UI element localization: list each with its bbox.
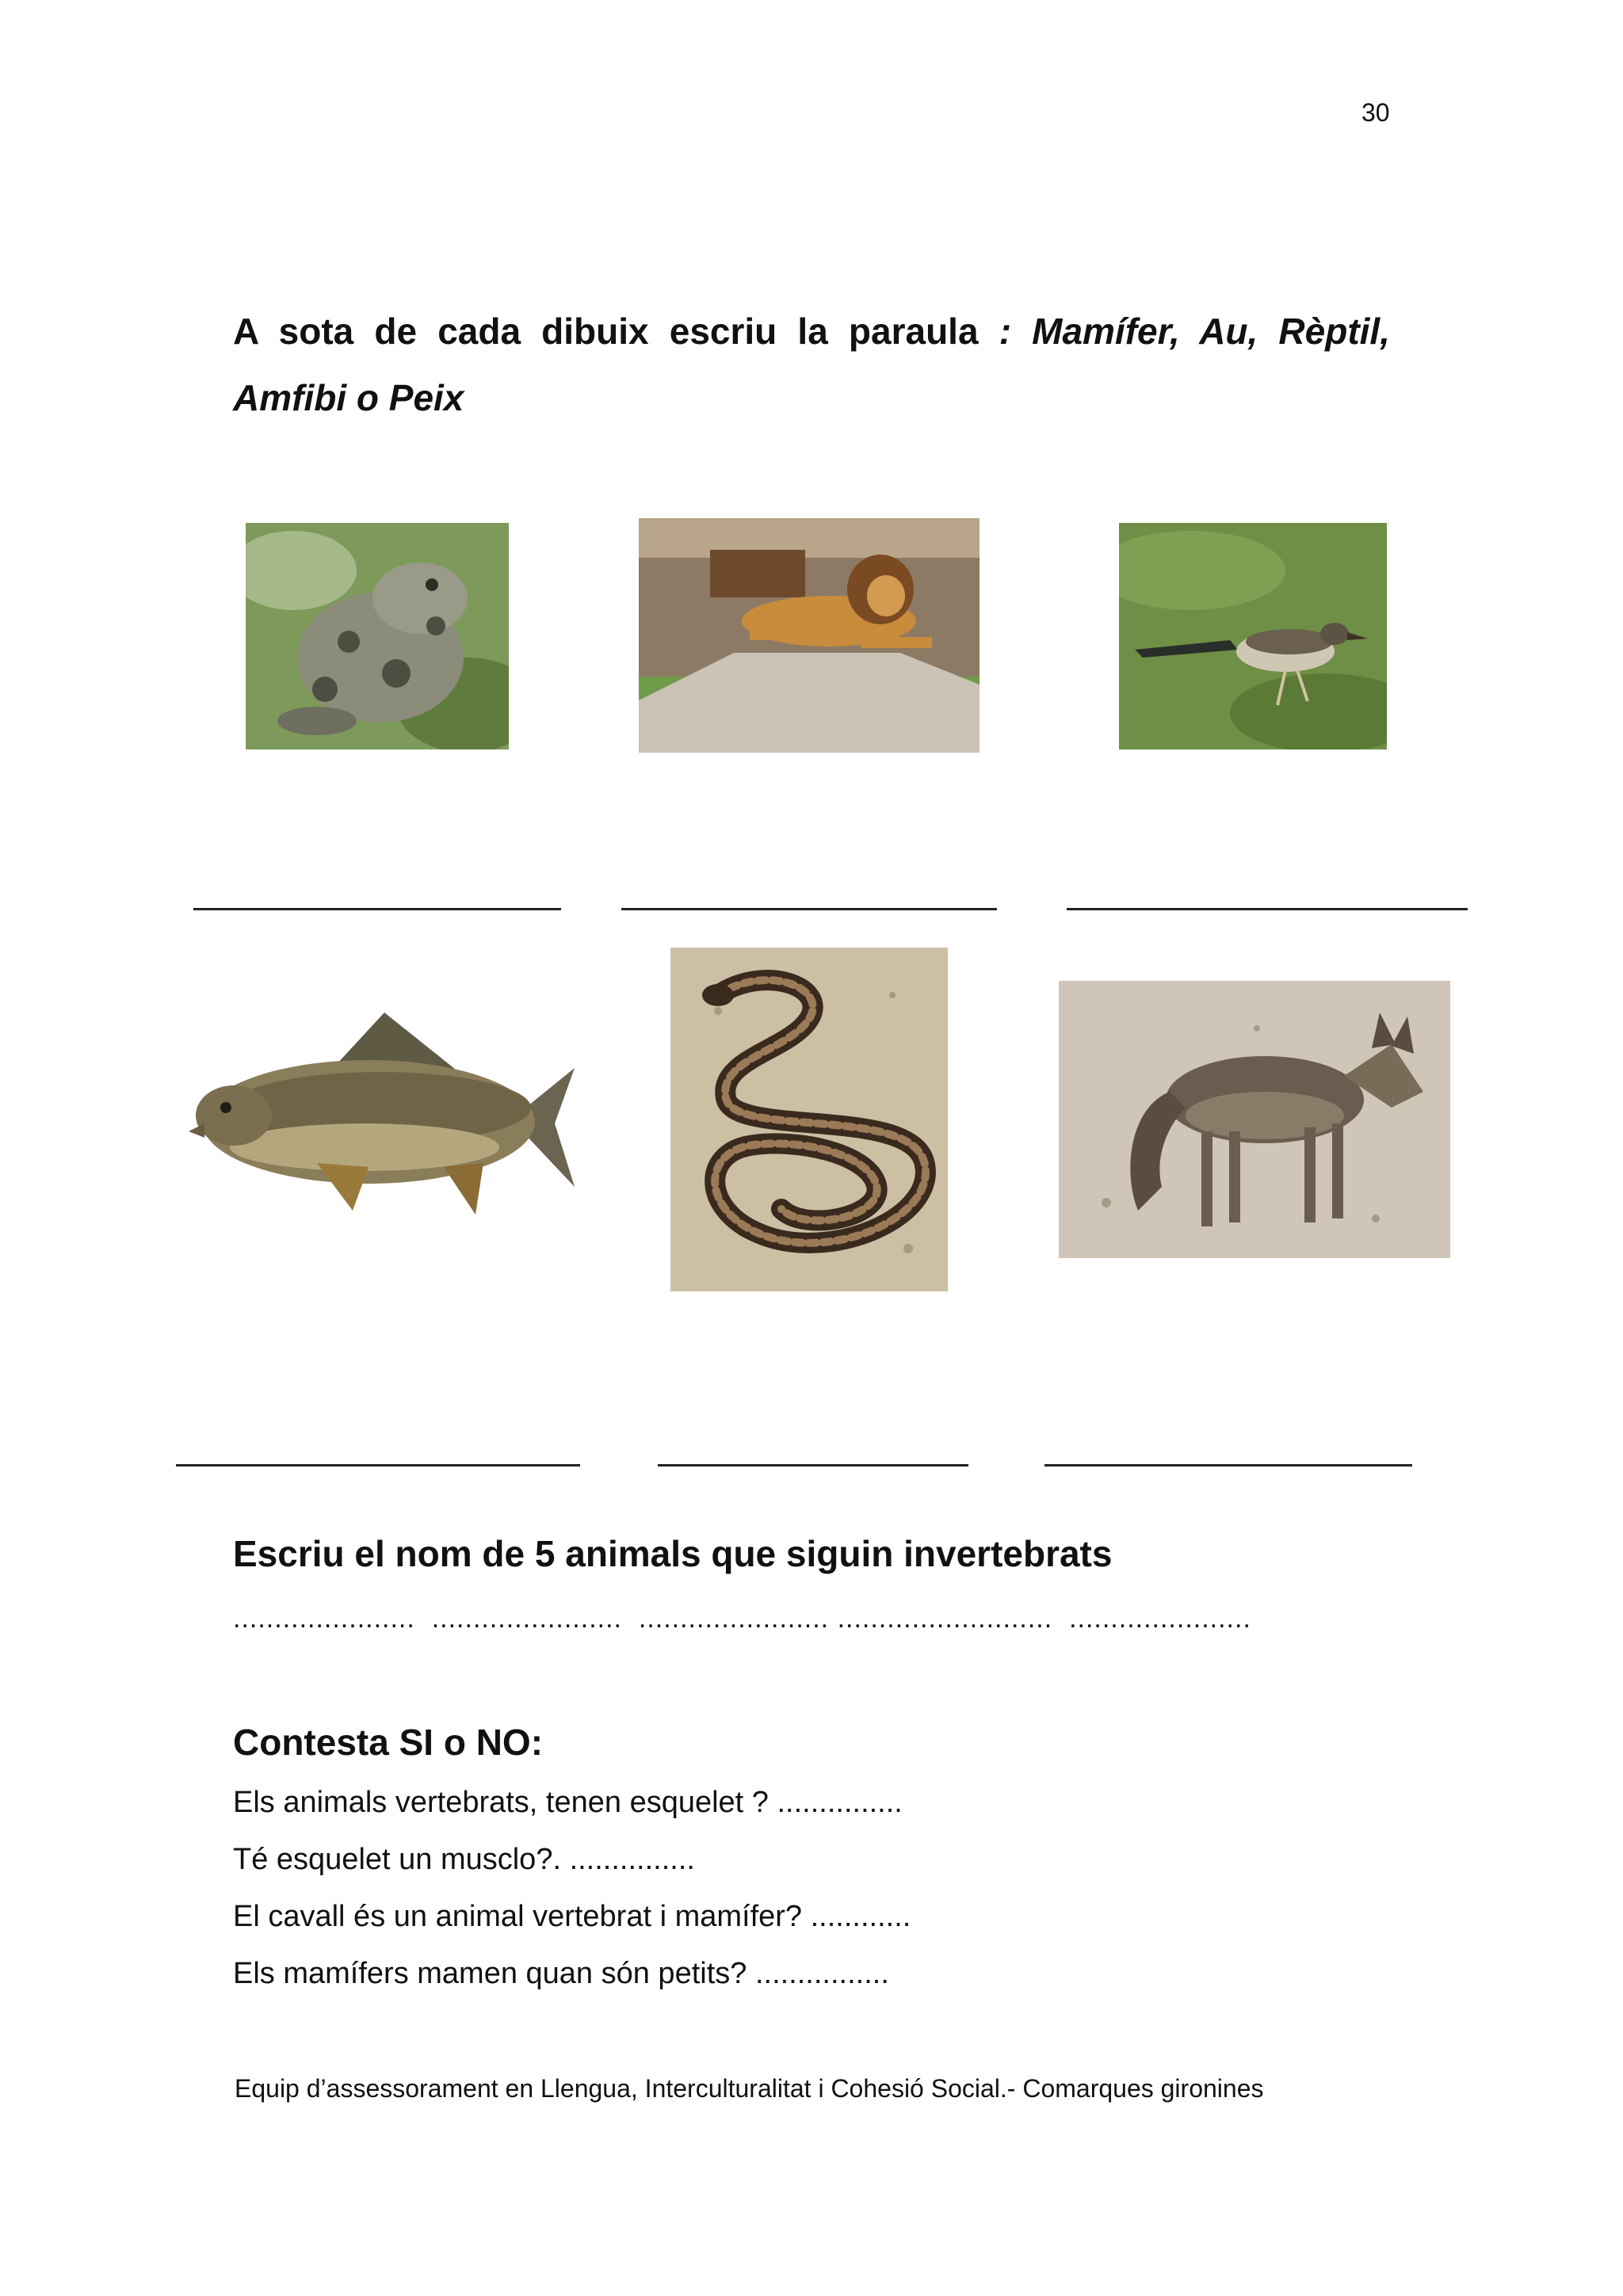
- question-4: Els mamífers mamen quan són petits? ................: [233, 1957, 889, 1990]
- question-1: Els animals vertebrats, tenen esquelet ? ...............: [233, 1786, 903, 1819]
- yes-no-heading: Contesta SI o NO:: [233, 1722, 544, 1763]
- page-number: 30: [1361, 98, 1390, 127]
- footer-text: Equip d’assessorament en Llengua, Interculturalitat i Cohesió Social.- Comarques gironines: [235, 2074, 1264, 2103]
- answer-line-4[interactable]: [176, 1464, 580, 1466]
- coyote-photo: [1059, 981, 1450, 1258]
- answer-line-3[interactable]: [1067, 908, 1468, 910]
- instruction-text: [233, 298, 1390, 431]
- question-2: Té esquelet un musclo?. ...............: [233, 1843, 695, 1876]
- lion-photo: [639, 518, 980, 753]
- roadrunner-photo: [1119, 523, 1387, 749]
- answer-line-1[interactable]: [193, 908, 561, 910]
- answer-line-6[interactable]: [1044, 1464, 1412, 1466]
- answer-line-2[interactable]: [621, 908, 997, 910]
- toad-photo: [246, 523, 509, 749]
- snake-photo: [670, 948, 948, 1291]
- instruction-lead: A sota de cada dibuix escriu la paraula: [233, 311, 999, 352]
- answer-line-5[interactable]: [658, 1464, 968, 1466]
- invertebrates-answer-dots[interactable]: ...................... ....................... ....................... .......................... ......................: [233, 1604, 1251, 1634]
- question-3: El cavall és un animal vertebrat i mamífer? ............: [233, 1900, 911, 1933]
- instruction-options: : Mamífer, Au, Rèptil, Amfibi o Peix: [233, 311, 1390, 418]
- carp-photo: [182, 1005, 579, 1234]
- invertebrates-heading: Escriu el nom de 5 animals que siguin invertebrats: [233, 1533, 1113, 1574]
